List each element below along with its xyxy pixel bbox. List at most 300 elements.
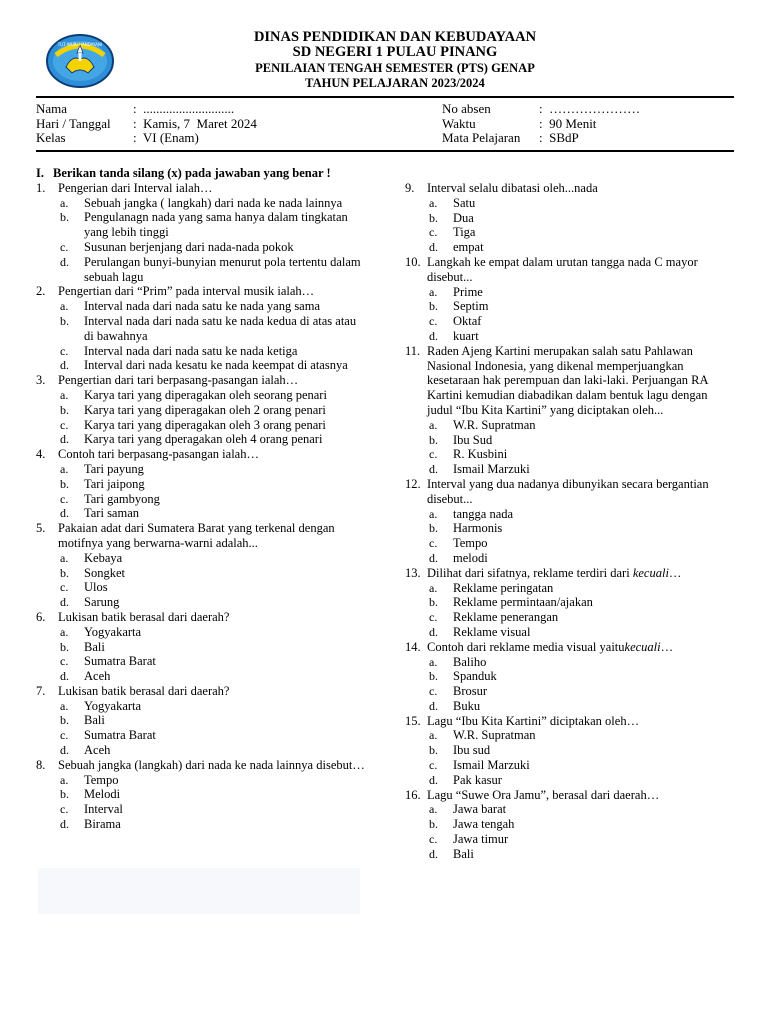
absen-field[interactable]: : ………………… bbox=[539, 101, 641, 116]
question-number: 15. bbox=[405, 713, 421, 728]
answer-option[interactable] bbox=[405, 433, 733, 448]
question-stem bbox=[405, 566, 733, 581]
question-number: 12. bbox=[405, 476, 421, 491]
question-number: 1. bbox=[36, 180, 46, 195]
question-text-main: Pengerian dari Interval ialah… bbox=[58, 180, 213, 195]
option-letter: c. bbox=[60, 580, 69, 595]
option-letter: b. bbox=[429, 521, 438, 536]
question-text-tail: … bbox=[660, 639, 674, 654]
question-text bbox=[58, 521, 366, 551]
absen-label: No absen bbox=[442, 101, 491, 116]
option-text: Tari jaipong bbox=[84, 476, 145, 491]
question-text-main: Lagu “Suwe Ora Jamu”, berasal dari daerah… bbox=[427, 787, 660, 802]
option-text: Interval dari nada kesatu ke nada keempat di atasnya bbox=[84, 358, 348, 373]
subject-label: Mata Pelajaran bbox=[442, 130, 521, 145]
option-text: Ibu Sud bbox=[453, 432, 493, 447]
header-agency: DINAS PENDIDIKAN DAN KEBUDAYAAN bbox=[253, 29, 537, 45]
question-text-main: Interval yang dua nadanya dibunyikan secara bergantian disebut... bbox=[427, 476, 709, 506]
class-value: : VI (Enam) bbox=[133, 130, 199, 145]
question-stem bbox=[36, 373, 366, 388]
question-stem bbox=[36, 181, 366, 196]
question-stem bbox=[405, 181, 733, 196]
question-item bbox=[36, 758, 366, 832]
option-letter: b. bbox=[429, 595, 438, 610]
question-item bbox=[405, 566, 733, 640]
option-letter: a. bbox=[60, 299, 69, 314]
answer-option[interactable] bbox=[36, 358, 366, 373]
option-letter: c. bbox=[429, 447, 438, 462]
question-item bbox=[36, 284, 366, 373]
option-letter: a. bbox=[60, 624, 69, 639]
question-item bbox=[405, 181, 733, 255]
option-text: Jawa barat bbox=[453, 802, 507, 817]
option-letter: c. bbox=[429, 225, 438, 240]
answer-option[interactable] bbox=[36, 595, 366, 610]
option-letter: d. bbox=[429, 550, 438, 565]
question-text-emphasis: kecuali bbox=[632, 565, 669, 580]
answer-option[interactable] bbox=[405, 240, 733, 255]
option-letter: c. bbox=[60, 239, 69, 254]
option-letter: b. bbox=[429, 299, 438, 314]
option-letter: c. bbox=[60, 343, 69, 358]
option-letter: b. bbox=[60, 787, 69, 802]
question-text-main: Sebuah jangka (langkah) dari nada ke nada lainnya disebut… bbox=[58, 757, 365, 772]
option-letter: a. bbox=[429, 284, 438, 299]
option-letter: d. bbox=[429, 772, 438, 787]
logo-text: TUT WURI HANDAYANI bbox=[57, 42, 103, 47]
date-value: : Kamis, 7 Maret 2024 bbox=[133, 116, 257, 131]
answer-option[interactable] bbox=[405, 418, 733, 433]
answer-option[interactable] bbox=[405, 299, 733, 314]
option-text: Aceh bbox=[84, 669, 111, 684]
option-text: W.R. Supratman bbox=[453, 417, 536, 432]
option-text: Harmonis bbox=[453, 521, 503, 536]
question-stem bbox=[36, 684, 366, 699]
student-info-left bbox=[36, 102, 366, 146]
question-text bbox=[427, 566, 733, 581]
question-stem bbox=[405, 714, 733, 729]
question-text bbox=[58, 758, 366, 773]
question-text-main: Langkah ke empat dalam urutan tangga nada C mayor disebut... bbox=[427, 254, 698, 284]
name-label: Nama bbox=[36, 101, 68, 116]
question-number: 11. bbox=[405, 343, 421, 358]
question-item bbox=[405, 344, 733, 477]
option-text: Oktaf bbox=[453, 314, 482, 329]
answer-option[interactable] bbox=[36, 566, 366, 581]
answer-option[interactable] bbox=[36, 462, 366, 477]
answer-option[interactable] bbox=[36, 492, 366, 507]
answer-option[interactable] bbox=[405, 196, 733, 211]
option-letter: b. bbox=[429, 210, 438, 225]
question-number: 4. bbox=[36, 447, 46, 462]
option-text: Sumatra Barat bbox=[84, 728, 156, 743]
option-text: Susunan berjenjang dari nada-nada pokok bbox=[84, 239, 294, 254]
question-text-main: Pengertian dari “Prim” pada interval musik ialah… bbox=[58, 284, 315, 299]
option-letter: c. bbox=[60, 491, 69, 506]
date-label: Hari / Tanggal bbox=[36, 116, 111, 131]
option-text: Dua bbox=[453, 210, 474, 225]
answer-option[interactable] bbox=[405, 521, 733, 536]
question-number: 16. bbox=[405, 787, 421, 802]
option-text: Pengulanagn nada yang sama hanya dalam tingkatan yang lebih tinggi bbox=[84, 210, 348, 240]
question-item bbox=[36, 181, 366, 285]
option-letter: a. bbox=[429, 728, 438, 743]
option-letter: c. bbox=[429, 758, 438, 773]
answer-option[interactable] bbox=[405, 211, 733, 226]
info-divider bbox=[36, 150, 734, 152]
header-exam: PENILAIAN TENGAH SEMESTER (PTS) GENAP bbox=[255, 61, 535, 75]
option-letter: b. bbox=[60, 476, 69, 491]
answer-option[interactable] bbox=[405, 329, 733, 344]
question-text bbox=[58, 181, 366, 196]
option-letter: b. bbox=[429, 817, 438, 832]
answer-option[interactable] bbox=[405, 507, 733, 522]
answer-option[interactable] bbox=[36, 625, 366, 640]
answer-option[interactable] bbox=[36, 728, 366, 743]
option-text: Ismail Marzuki bbox=[453, 758, 530, 773]
option-letter: d. bbox=[60, 669, 69, 684]
question-text-main: Contoh dari reklame media visual yaitu bbox=[427, 639, 625, 654]
question-number: 5. bbox=[36, 521, 46, 536]
option-text: Kebaya bbox=[84, 550, 123, 565]
section-instruction: Berikan tanda silang (x) pada jawaban yang benar ! bbox=[53, 166, 331, 180]
question-number: 6. bbox=[36, 609, 46, 624]
answer-option[interactable] bbox=[36, 210, 366, 240]
question-item bbox=[405, 255, 733, 344]
option-text: Interval nada dari nada satu ke nada ketiga bbox=[84, 343, 298, 358]
question-text-main: Pengertian dari tari berpasang-pasangan ialah… bbox=[58, 373, 299, 388]
option-text: Karya tari yang diperagakan oleh seorang penari bbox=[84, 387, 327, 402]
answer-option[interactable] bbox=[405, 802, 733, 817]
question-stem bbox=[405, 640, 733, 655]
option-text: Sebuah jangka ( langkah) dari nada ke nada lainnya bbox=[84, 195, 343, 210]
answer-option[interactable] bbox=[405, 595, 733, 610]
option-letter: c. bbox=[429, 832, 438, 847]
question-text-main: Lukisan batik berasal dari daerah? bbox=[58, 609, 230, 624]
option-letter: c. bbox=[60, 654, 69, 669]
option-letter: d. bbox=[429, 240, 438, 255]
question-item bbox=[36, 447, 366, 521]
question-stem bbox=[36, 284, 366, 299]
option-letter: d. bbox=[429, 624, 438, 639]
option-text: Baliho bbox=[453, 654, 487, 669]
option-letter: a. bbox=[429, 580, 438, 595]
question-item bbox=[405, 477, 733, 566]
question-item bbox=[36, 610, 366, 684]
answer-option[interactable] bbox=[36, 743, 366, 758]
option-letter: d. bbox=[60, 743, 69, 758]
answer-option[interactable] bbox=[36, 802, 366, 817]
answer-option[interactable] bbox=[36, 699, 366, 714]
question-item bbox=[36, 373, 366, 447]
subject-value: : SBdP bbox=[539, 130, 579, 145]
question-number: 13. bbox=[405, 565, 421, 580]
question-text bbox=[427, 181, 733, 196]
option-letter: a. bbox=[429, 417, 438, 432]
question-text-main: Lagu “Ibu Kita Kartini” diciptakan oleh… bbox=[427, 713, 640, 728]
question-number: 14. bbox=[405, 639, 421, 654]
answer-option[interactable] bbox=[36, 477, 366, 492]
option-text: Yogyakarta bbox=[84, 624, 142, 639]
question-text-emphasis: kecuali bbox=[624, 639, 661, 654]
question-text bbox=[427, 714, 733, 729]
time-label: Waktu bbox=[442, 116, 476, 131]
option-text: Prime bbox=[453, 284, 483, 299]
option-letter: c. bbox=[60, 728, 69, 743]
option-text: Karya tari yang dperagakan oleh 4 orang penari bbox=[84, 432, 323, 447]
option-text: Ulos bbox=[84, 580, 108, 595]
option-text: Interval bbox=[84, 802, 123, 817]
option-letter: a. bbox=[429, 654, 438, 669]
question-text-main: Dilihat dari sifatnya, reklame terdiri dari bbox=[427, 565, 633, 580]
answer-option[interactable] bbox=[405, 447, 733, 462]
option-letter: c. bbox=[429, 610, 438, 625]
answer-option[interactable] bbox=[36, 240, 366, 255]
question-item bbox=[405, 788, 733, 862]
answer-option[interactable] bbox=[36, 773, 366, 788]
option-letter: a. bbox=[60, 698, 69, 713]
question-text bbox=[58, 610, 366, 625]
option-text: Reklame penerangan bbox=[453, 610, 559, 625]
answer-option[interactable] bbox=[36, 432, 366, 447]
questions-left-column bbox=[36, 166, 366, 832]
option-letter: b. bbox=[60, 210, 69, 225]
question-text bbox=[58, 373, 366, 388]
question-text bbox=[427, 477, 733, 507]
option-text: Songket bbox=[84, 565, 125, 580]
answer-option[interactable] bbox=[36, 403, 366, 418]
answer-option[interactable] bbox=[36, 640, 366, 655]
option-text: Bali bbox=[453, 846, 474, 861]
option-text: Yogyakarta bbox=[84, 698, 142, 713]
option-text: Tari payung bbox=[84, 461, 144, 476]
question-stem bbox=[405, 788, 733, 803]
option-text: Karya tari yang diperagakan oleh 3 orang penari bbox=[84, 417, 326, 432]
header-school: SD NEGERI 1 PULAU PINANG bbox=[292, 44, 498, 60]
option-letter: b. bbox=[60, 639, 69, 654]
question-text-main: Lukisan batik berasal dari daerah? bbox=[58, 683, 230, 698]
answer-option[interactable] bbox=[405, 743, 733, 758]
option-letter: b. bbox=[429, 743, 438, 758]
option-text: Tempo bbox=[84, 772, 119, 787]
question-text bbox=[427, 344, 733, 418]
question-stem bbox=[405, 344, 733, 418]
header-year: TAHUN PELAJARAN 2023/2024 bbox=[305, 76, 485, 90]
scan-shade bbox=[38, 868, 360, 914]
option-letter: c. bbox=[60, 802, 69, 817]
option-text: Birama bbox=[84, 817, 121, 832]
option-text: Sarung bbox=[84, 595, 120, 610]
question-number: 9. bbox=[405, 181, 415, 195]
question-stem bbox=[36, 758, 366, 773]
option-letter: c. bbox=[60, 417, 69, 432]
answer-option[interactable] bbox=[405, 225, 733, 240]
question-number: 10. bbox=[405, 254, 421, 269]
question-text bbox=[427, 255, 733, 285]
option-text: Aceh bbox=[84, 743, 111, 758]
answer-option[interactable] bbox=[36, 713, 366, 728]
answer-option[interactable] bbox=[36, 580, 366, 595]
answer-option[interactable] bbox=[405, 669, 733, 684]
option-letter: a. bbox=[429, 802, 438, 817]
option-letter: b. bbox=[60, 313, 69, 328]
option-text: Buku bbox=[453, 698, 481, 713]
option-text: Bali bbox=[84, 639, 105, 654]
option-text: tangga nada bbox=[453, 506, 514, 521]
question-stem bbox=[405, 255, 733, 285]
option-letter: b. bbox=[429, 432, 438, 447]
option-letter: d. bbox=[429, 846, 438, 861]
student-info-right bbox=[442, 102, 732, 146]
question-item bbox=[405, 714, 733, 788]
option-text: Brosur bbox=[453, 684, 488, 699]
question-stem bbox=[36, 610, 366, 625]
answer-option[interactable] bbox=[405, 684, 733, 699]
option-letter: b. bbox=[60, 402, 69, 417]
question-text-main: Pakaian adat dari Sumatera Barat yang terkenal dengan motifnya yang berwarna-warni adalah... bbox=[58, 521, 335, 550]
option-letter: b. bbox=[429, 669, 438, 684]
option-text: Melodi bbox=[84, 787, 121, 802]
name-field[interactable]: : ............................ bbox=[133, 101, 235, 116]
question-text bbox=[427, 788, 733, 803]
time-value: : 90 Menit bbox=[539, 116, 597, 131]
option-letter: d. bbox=[60, 432, 69, 447]
option-letter: d. bbox=[429, 698, 438, 713]
question-stem bbox=[36, 447, 366, 462]
header-divider bbox=[36, 96, 734, 98]
option-letter: d. bbox=[60, 358, 69, 373]
option-letter: b. bbox=[60, 565, 69, 580]
answer-option[interactable] bbox=[405, 536, 733, 551]
question-text bbox=[58, 284, 366, 299]
answer-option[interactable] bbox=[36, 314, 366, 344]
question-text bbox=[58, 447, 366, 462]
question-stem bbox=[405, 477, 733, 507]
section-number: I. bbox=[36, 166, 44, 180]
answer-option[interactable] bbox=[405, 847, 733, 862]
option-text: melodi bbox=[453, 550, 488, 565]
question-number: 8. bbox=[36, 757, 46, 772]
option-letter: a. bbox=[60, 550, 69, 565]
option-text: Bali bbox=[84, 713, 105, 728]
answer-option[interactable] bbox=[405, 773, 733, 788]
option-letter: a. bbox=[429, 506, 438, 521]
option-text: Karya tari yang diperagakan oleh 2 orang penari bbox=[84, 402, 326, 417]
option-letter: a. bbox=[60, 772, 69, 787]
question-item bbox=[36, 684, 366, 758]
answer-option[interactable] bbox=[36, 344, 366, 359]
answer-option[interactable] bbox=[405, 655, 733, 670]
answer-option[interactable] bbox=[36, 299, 366, 314]
question-text-tail: … bbox=[668, 565, 682, 580]
answer-option[interactable] bbox=[405, 462, 733, 477]
answer-option[interactable] bbox=[36, 506, 366, 521]
option-letter: a. bbox=[429, 195, 438, 210]
option-letter: a. bbox=[60, 461, 69, 476]
answer-option[interactable] bbox=[36, 787, 366, 802]
answer-option[interactable] bbox=[36, 817, 366, 832]
option-text: Tari gambyong bbox=[84, 491, 160, 506]
option-text: Ibu sud bbox=[453, 743, 491, 758]
answer-option[interactable] bbox=[36, 388, 366, 403]
option-letter: d. bbox=[60, 595, 69, 610]
option-text: Reklame visual bbox=[453, 624, 531, 639]
option-letter: c. bbox=[429, 536, 438, 551]
option-text: Interval nada dari nada satu ke nada kedua di atas atau di bawahnya bbox=[84, 313, 357, 343]
answer-option[interactable] bbox=[36, 551, 366, 566]
section-title bbox=[36, 166, 366, 181]
answer-option[interactable] bbox=[405, 610, 733, 625]
question-number: 7. bbox=[36, 683, 46, 698]
answer-option[interactable] bbox=[405, 817, 733, 832]
answer-option[interactable] bbox=[405, 551, 733, 566]
answer-option[interactable] bbox=[405, 832, 733, 847]
option-letter: d. bbox=[429, 462, 438, 477]
option-letter: c. bbox=[429, 314, 438, 329]
answer-option[interactable] bbox=[405, 699, 733, 714]
option-text: Pak kasur bbox=[453, 772, 502, 787]
class-label: Kelas bbox=[36, 130, 66, 145]
answer-option[interactable] bbox=[405, 758, 733, 773]
question-number: 2. bbox=[36, 284, 46, 299]
option-text: kuart bbox=[453, 328, 479, 343]
question-text-main: Interval selalu dibatasi oleh...nada bbox=[427, 181, 598, 195]
option-text: Ismail Marzuki bbox=[453, 462, 530, 477]
option-text: Reklame peringatan bbox=[453, 580, 554, 595]
option-text: empat bbox=[453, 240, 484, 255]
option-letter: d. bbox=[429, 328, 438, 343]
option-letter: a. bbox=[60, 387, 69, 402]
option-letter: a. bbox=[60, 195, 69, 210]
question-number: 3. bbox=[36, 373, 46, 388]
answer-option[interactable] bbox=[405, 581, 733, 596]
answer-option[interactable] bbox=[405, 314, 733, 329]
tut-wuri-handayani-logo-icon bbox=[44, 33, 116, 89]
option-letter: d. bbox=[60, 506, 69, 521]
option-letter: d. bbox=[60, 254, 69, 269]
question-stem bbox=[36, 521, 366, 551]
answer-option[interactable] bbox=[405, 285, 733, 300]
answer-option[interactable] bbox=[36, 669, 366, 684]
answer-option[interactable] bbox=[36, 654, 366, 669]
answer-option[interactable] bbox=[36, 255, 366, 285]
question-text-main: Contoh tari berpasang-pasangan ialah… bbox=[58, 447, 259, 462]
option-text: Tiga bbox=[453, 225, 476, 240]
answer-option[interactable] bbox=[405, 728, 733, 743]
question-item bbox=[405, 640, 733, 714]
questions-right-column bbox=[405, 181, 733, 862]
option-text: Perulangan bunyi-bunyian menurut pola tertentu dalam sebuah lagu bbox=[84, 254, 361, 284]
answer-option[interactable] bbox=[36, 196, 366, 211]
option-text: W.R. Supratman bbox=[453, 728, 536, 743]
option-letter: d. bbox=[60, 817, 69, 832]
option-text: Tari saman bbox=[84, 506, 140, 521]
question-text bbox=[427, 640, 733, 655]
option-text: Interval nada dari nada satu ke nada yang sama bbox=[84, 299, 321, 314]
question-text-main: Raden Ajeng Kartini merupakan salah satu Pahlawan Nasional Indonesia, yang dikenal memperjuangkan kesetaraan hak perempuan dan laki-laki. Perjuangan RA Kartini kemudian diabadikan dalam bentuk lagu dengan judul “Ibu Kita Kartini” yang diciptakan oleh... bbox=[427, 343, 708, 417]
answer-option[interactable] bbox=[36, 418, 366, 433]
option-text: Septim bbox=[453, 299, 489, 314]
question-item bbox=[36, 521, 366, 610]
option-text: Jawa timur bbox=[453, 832, 509, 847]
option-text: Satu bbox=[453, 195, 476, 210]
option-letter: b. bbox=[60, 713, 69, 728]
option-letter: c. bbox=[429, 684, 438, 699]
answer-option[interactable] bbox=[405, 625, 733, 640]
option-text: Jawa tengah bbox=[453, 817, 515, 832]
option-text: Reklame permintaan/ajakan bbox=[453, 595, 593, 610]
option-text: Sumatra Barat bbox=[84, 654, 156, 669]
